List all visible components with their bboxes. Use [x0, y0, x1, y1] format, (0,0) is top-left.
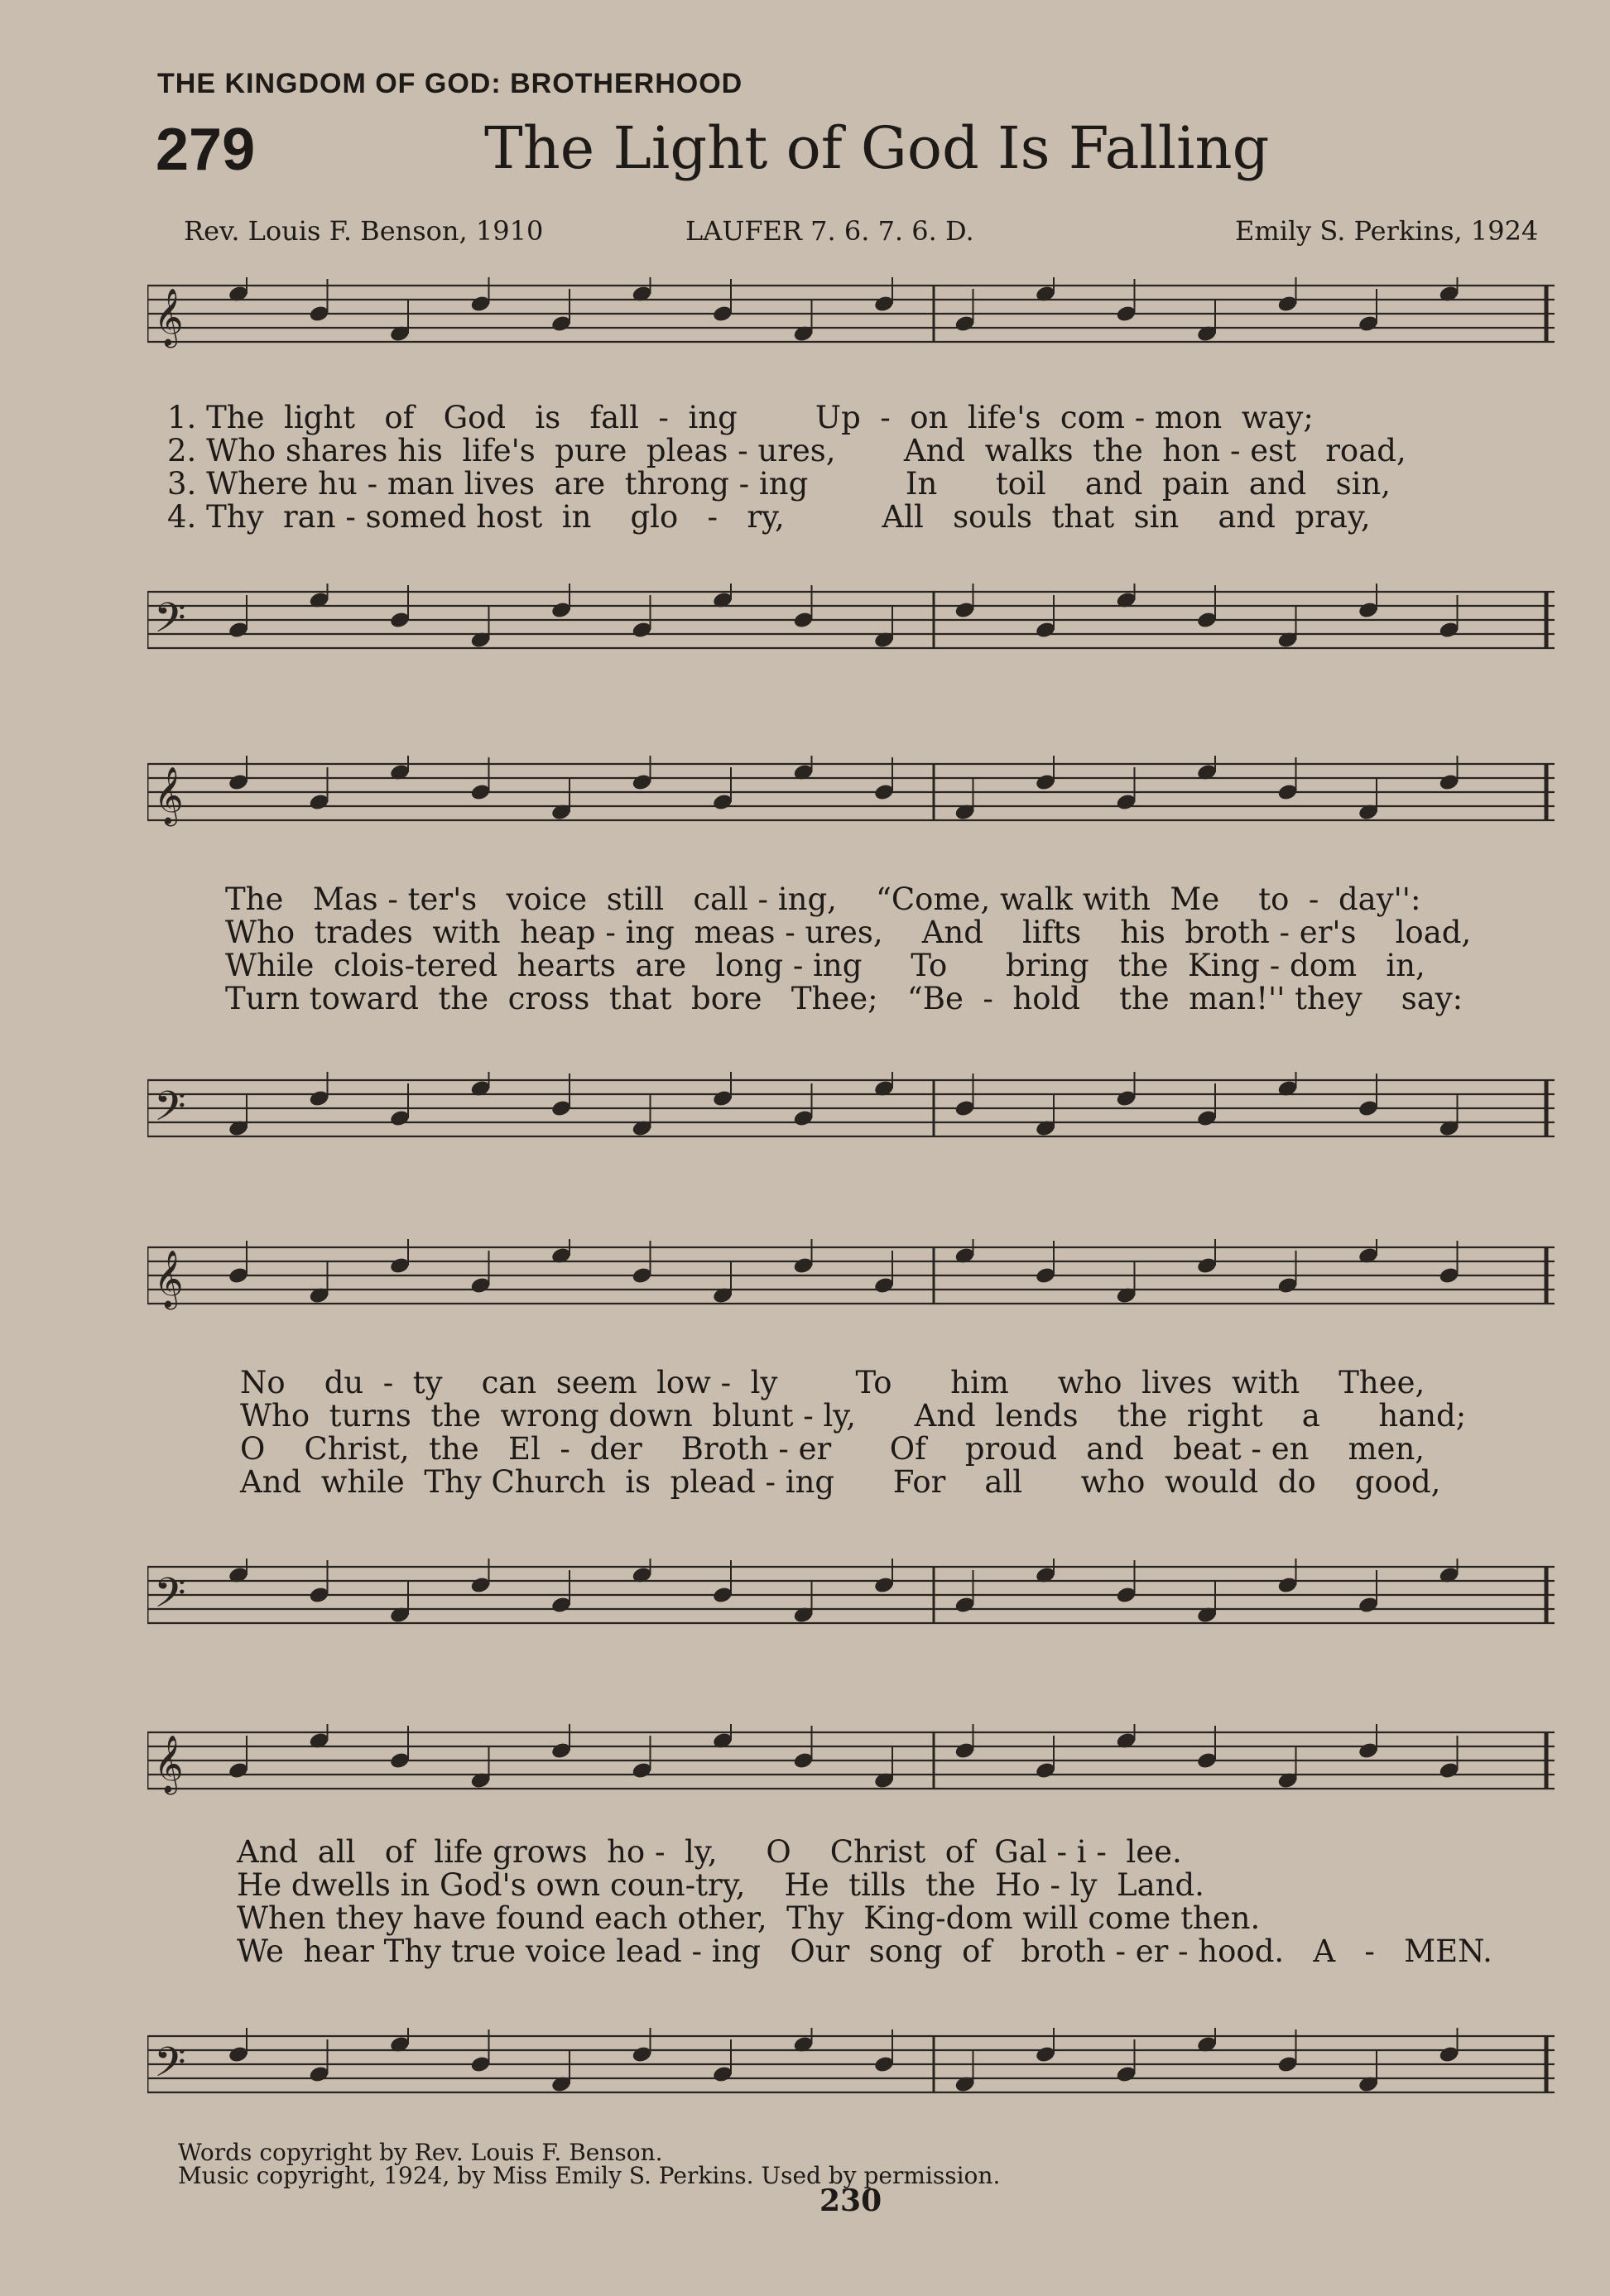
treble-clef-icon: 𝄞 [154, 1735, 184, 1793]
staff-lines [147, 1559, 1555, 1633]
page-number: 230 [819, 2183, 882, 2218]
verse-line: The Mas - ter's voice still call - ing, “Come, walk with Me to - day'': [225, 881, 1421, 917]
verse-line: 4. Thy ran - somed host in glo - ry, All souls that sin and pray, [167, 499, 1371, 535]
verse-line: O Christ, the El - der Broth - er Of proud and beat - en men, [240, 1431, 1425, 1467]
tune-name: LAUFER 7. 6. 7. 6. D. [685, 215, 974, 247]
treble-staff [147, 1724, 1555, 1799]
staff-lines [147, 1072, 1555, 1146]
verse-line: When they have found each other, Thy King-dom will come then. [237, 1900, 1261, 1936]
bass-staff [147, 1559, 1555, 1633]
music-copyright: Music copyright, 1924, by Miss Emily S. Perkins. Used by permission. [178, 2162, 1001, 2189]
bass-clef-icon: 𝄢 [154, 1083, 186, 1141]
bass-clef-icon: 𝄢 [154, 2039, 186, 2097]
bass-staff [147, 1072, 1555, 1146]
verse-line: 2. Who shares his life's pure pleas - ures, And walks the hon - est road, [167, 433, 1406, 468]
verse-line: While clois-tered hearts are long - ing To bring the King - dom in, [225, 948, 1425, 983]
verse-line: And while Thy Church is plead - ing For all who would do good, [240, 1464, 1441, 1500]
hymn-number: 279 [156, 117, 256, 183]
treble-clef-icon: 𝄞 [154, 766, 184, 824]
treble-staff [147, 1239, 1555, 1314]
verse-line: 1. The light of God is fall - ing Up - on life's com - mon way; [167, 400, 1314, 435]
treble-clef-icon: 𝄞 [154, 1250, 184, 1308]
bass-staff [147, 584, 1555, 658]
verse-line: Who turns the wrong down blunt - ly, And lends the right a hand; [240, 1398, 1467, 1434]
treble-staff [147, 277, 1555, 352]
staff-lines [147, 584, 1555, 658]
staff-lines [147, 1724, 1555, 1799]
verse-line: 3. Where hu - man lives are throng - ing In toil and pain and sin, [167, 466, 1391, 502]
bass-staff [147, 2028, 1555, 2102]
treble-staff [147, 756, 1555, 830]
staff-lines [147, 1239, 1555, 1314]
bass-clef-icon: 𝄢 [154, 1569, 186, 1627]
section-heading: THE KINGDOM OF GOD: BROTHERHOOD [157, 68, 743, 99]
staff-lines [147, 277, 1555, 352]
hymn-title: The Light of God Is Falling [484, 114, 1270, 182]
verse-line: And all of life grows ho - ly, O Christ of Gal - i - lee. [237, 1834, 1182, 1870]
verse-line: We hear Thy true voice lead - ing Our song of broth - er - hood. A - MEN. [237, 1933, 1492, 1969]
treble-clef-icon: 𝄞 [154, 288, 184, 346]
staff-lines [147, 2028, 1555, 2102]
staff-lines [147, 756, 1555, 830]
words-credit: Rev. Louis F. Benson, 1910 [184, 215, 544, 247]
music-credit: Emily S. Perkins, 1924 [1235, 215, 1539, 247]
verse-line: No du - ty can seem low - ly To him who lives with Thee, [240, 1365, 1425, 1400]
verse-line: Turn toward the cross that bore Thee; “Be - hold the man!'' they say: [225, 981, 1463, 1016]
verse-line: Who trades with heap - ing meas - ures, And lifts his broth - er's load, [225, 915, 1472, 950]
bass-clef-icon: 𝄢 [154, 594, 186, 652]
words-copyright: Words copyright by Rev. Louis F. Benson. [178, 2139, 663, 2166]
verse-line: He dwells in God's own coun-try, He tills the Ho - ly Land. [237, 1867, 1204, 1903]
